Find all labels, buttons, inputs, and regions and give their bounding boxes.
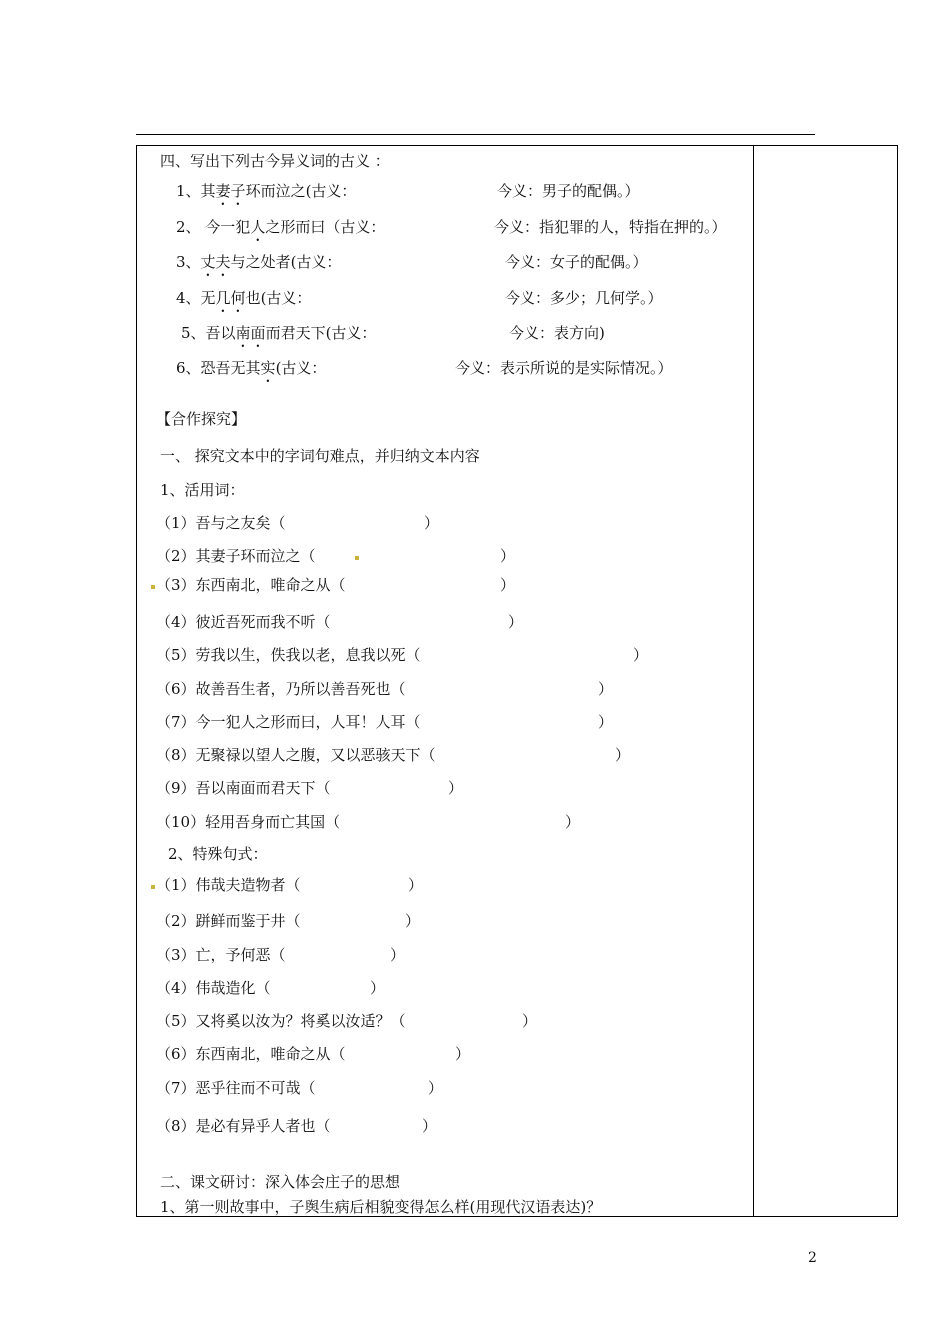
special-sentence-8-close: ） bbox=[422, 1117, 438, 1135]
flexible-word-10: （10）轻用吾身而亡其国（ bbox=[156, 813, 341, 831]
modern-meaning-3: 今义：女子的配偶。） bbox=[505, 253, 648, 271]
special-sentence-1: （1）伟哉夫造物者（ bbox=[156, 876, 301, 894]
special-sentence-7-close: ） bbox=[428, 1079, 444, 1097]
flexible-word-9-close: ） bbox=[448, 779, 464, 797]
special-sentence-6-close: ） bbox=[455, 1045, 471, 1063]
question-1: 1、第一则故事中，子舆生病后相貌变得怎么样(用现代汉语表达)？ bbox=[160, 1198, 602, 1216]
flexible-word-6: （6）故善吾生者，乃所以善吾死也（ bbox=[156, 680, 406, 698]
page-number: 2 bbox=[808, 1250, 817, 1266]
special-sentence-2: （2）跰鲜而鉴于井（ bbox=[156, 912, 301, 930]
flexible-word-4: （4）彼近吾死而我不听（ bbox=[156, 613, 331, 631]
archaic-item-2: 2、 今一犯人之形而曰（古义： bbox=[176, 218, 386, 236]
flexible-words-heading: 1、活用词： bbox=[160, 481, 245, 499]
part2-heading: 二、课文研讨：深入体会庄子的思想 bbox=[160, 1173, 401, 1191]
cooperation-heading: 【合作探究】 bbox=[156, 410, 247, 428]
modern-meaning-1: 今义：男子的配偶。） bbox=[497, 182, 640, 200]
special-sentence-1-close: ） bbox=[408, 876, 424, 894]
flexible-word-5: （5）劳我以生，佚我以老，息我以死（ bbox=[156, 646, 421, 664]
flexible-word-2: （2）其妻子环而泣之（ bbox=[156, 547, 316, 565]
special-sentences-heading: 2、特殊句式： bbox=[168, 845, 268, 863]
flexible-word-6-close: ） bbox=[598, 680, 614, 698]
flexible-word-1: （1）吾与之友矣（ bbox=[156, 514, 286, 532]
archaic-item-6: 6、恐吾无其实(古义： bbox=[176, 359, 327, 377]
special-sentence-2-close: ） bbox=[405, 912, 421, 930]
special-sentence-5: （5）又将奚以汝为？将奚以汝适？（ bbox=[156, 1012, 406, 1030]
flexible-word-8-close: ） bbox=[615, 746, 631, 764]
flexible-word-2-close: ） bbox=[500, 547, 516, 565]
flexible-word-3-close: ） bbox=[500, 576, 516, 594]
archaic-item-1: 1、其妻子环而泣之(古义： bbox=[176, 182, 357, 200]
annotation-mark bbox=[151, 885, 155, 889]
archaic-item-5: 5、吾以南面而君天下(古义： bbox=[181, 324, 377, 342]
special-sentence-4: （4）伟哉造化（ bbox=[156, 979, 271, 997]
flexible-word-4-close: ） bbox=[508, 613, 524, 631]
flexible-word-7: （7）今一犯人之形而曰，人耳！人耳（ bbox=[156, 713, 421, 731]
flexible-word-7-close: ） bbox=[598, 713, 614, 731]
special-sentence-7: （7）恶乎往而不可哉（ bbox=[156, 1079, 316, 1097]
section4-heading: 四、写出下列古今异义词的古义 ： bbox=[160, 152, 390, 170]
column-divider bbox=[753, 146, 754, 1216]
special-sentence-5-close: ） bbox=[522, 1012, 538, 1030]
special-sentence-8: （8）是必有异乎人者也（ bbox=[156, 1117, 331, 1135]
modern-meaning-6: 今义：表示所说的是实际情况。） bbox=[455, 359, 673, 377]
special-sentence-6: （6）东西南北，唯命之从（ bbox=[156, 1045, 346, 1063]
special-sentence-3-close: ） bbox=[390, 946, 406, 964]
flexible-word-1-close: ） bbox=[424, 514, 440, 532]
flexible-word-3: （3）东西南北，唯命之从（ bbox=[156, 576, 346, 594]
part1-heading: 一、 探究文本中的字词句难点，并归纳文本内容 bbox=[160, 447, 480, 465]
modern-meaning-2: 今义：指犯罪的人，特指在押的。） bbox=[494, 218, 727, 236]
annotation-mark bbox=[355, 556, 359, 560]
header-rule bbox=[136, 134, 815, 135]
modern-meaning-5: 今义：表方向) bbox=[509, 324, 605, 342]
flexible-word-5-close: ） bbox=[633, 646, 649, 664]
annotation-mark bbox=[151, 585, 155, 589]
archaic-item-4: 4、无几何也(古义： bbox=[176, 289, 312, 307]
flexible-word-8: （8）无聚禄以望人之腹，又以恶骇天下（ bbox=[156, 746, 436, 764]
special-sentence-3: （3）亡，予何恶（ bbox=[156, 946, 286, 964]
archaic-item-3: 3、丈夫与之处者(古义： bbox=[176, 253, 342, 271]
special-sentence-4-close: ） bbox=[370, 979, 386, 997]
modern-meaning-4: 今义：多少；几何学。） bbox=[505, 289, 663, 307]
flexible-word-10-close: ） bbox=[565, 813, 581, 831]
flexible-word-9: （9）吾以南面而君天下（ bbox=[156, 779, 331, 797]
